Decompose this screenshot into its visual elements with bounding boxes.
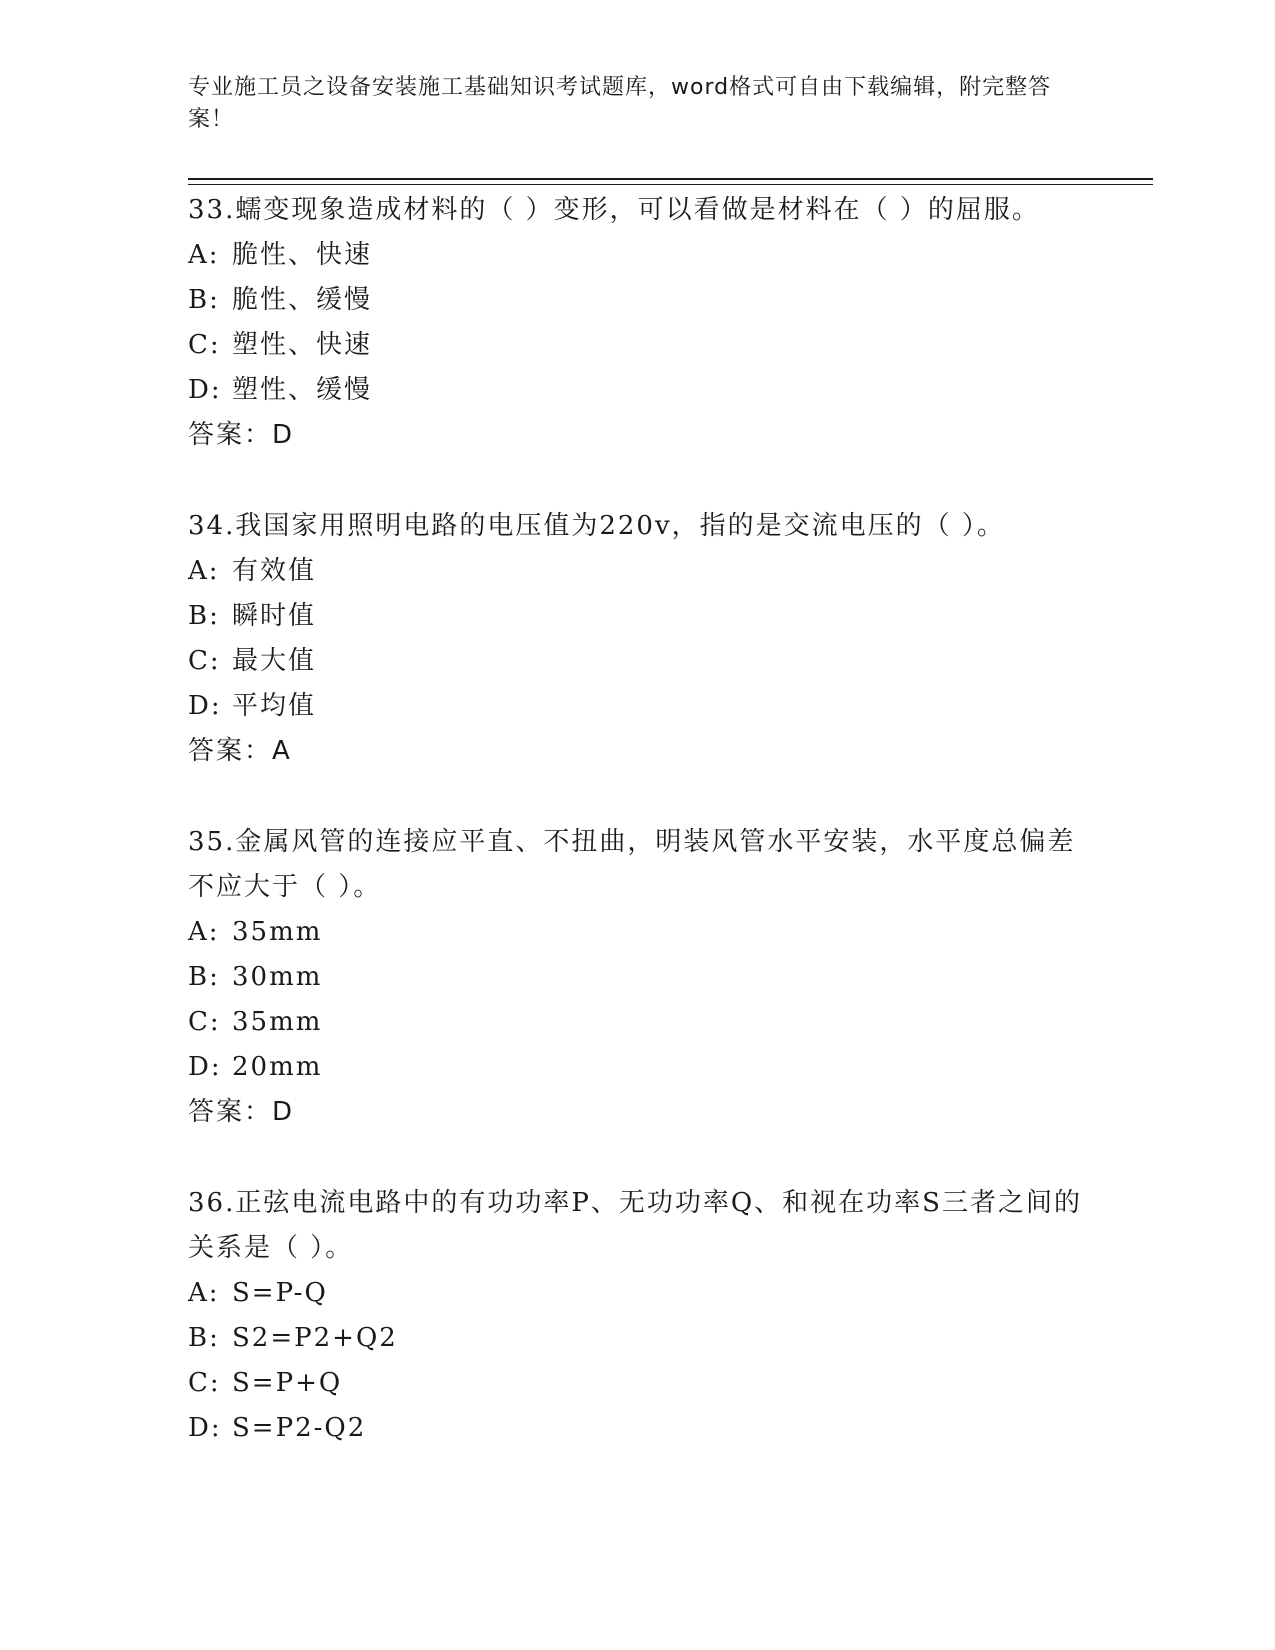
option-a: [188, 1271, 1088, 1316]
answer-value: A: [272, 736, 292, 766]
question-36: [188, 1181, 1088, 1451]
option-letter: D:: [188, 691, 222, 721]
option-text: S=P2-Q2: [232, 1413, 367, 1443]
option-text: 脆性、缓慢: [232, 285, 373, 315]
question-stem: 36.正弦电流电路中的有功功率P、无功功率Q、和视在功率S三者之间的关系是（ ）。: [188, 1188, 1082, 1263]
answer-label: 答案：: [188, 736, 273, 766]
option-text: 脆性、快速: [232, 240, 373, 270]
option-c: [188, 1000, 1088, 1045]
question-stem: 33.蠕变现象造成材料的（ ）变形，可以看做是材料在（ ）的屈服。: [188, 195, 1040, 225]
option-letter: C:: [188, 330, 221, 360]
option-c: [188, 1361, 1088, 1406]
header-rule-thick: [188, 178, 1153, 180]
option-a: [188, 233, 1088, 278]
question-stem: 34.我国家用照明电路的电压值为220v，指的是交流电压的（ ）。: [188, 511, 1005, 541]
option-text: 有效值: [232, 556, 317, 586]
option-text: 35mm: [232, 1007, 323, 1037]
option-c: [188, 639, 1088, 684]
option-c: [188, 323, 1088, 368]
option-text: 30mm: [232, 962, 323, 992]
option-letter: A:: [188, 240, 220, 270]
option-letter: A:: [188, 556, 220, 586]
option-text: 瞬时值: [232, 601, 317, 631]
answer-line: [188, 729, 1088, 774]
answer-value: D: [272, 1097, 295, 1127]
option-letter: D:: [188, 375, 222, 405]
option-b: [188, 1316, 1088, 1361]
question-33: [188, 188, 1088, 458]
option-b: [188, 278, 1088, 323]
option-text: 35mm: [232, 917, 323, 947]
option-a: [188, 910, 1088, 955]
option-b: [188, 955, 1088, 1000]
option-letter: D:: [188, 1052, 222, 1082]
answer-line: [188, 1090, 1088, 1135]
option-text: 塑性、快速: [232, 330, 373, 360]
option-text: 平均值: [232, 691, 317, 721]
option-letter: A:: [188, 1278, 220, 1308]
option-d: [188, 368, 1088, 413]
option-letter: B:: [188, 1323, 220, 1353]
option-letter: C:: [188, 646, 221, 676]
answer-label: 答案：: [188, 420, 273, 450]
option-letter: B:: [188, 962, 220, 992]
option-letter: B:: [188, 285, 220, 315]
option-a: [188, 549, 1088, 594]
answer-line: [188, 413, 1088, 458]
option-letter: C:: [188, 1368, 221, 1398]
question-stem: 35.金属风管的连接应平直、不扭曲，明装风管水平安装，水平度总偏差不应大于（ ）。: [188, 827, 1076, 902]
option-d: [188, 1045, 1088, 1090]
option-b: [188, 594, 1088, 639]
option-d: [188, 684, 1088, 729]
option-text: 塑性、缓慢: [232, 375, 373, 405]
option-text: 20mm: [232, 1052, 323, 1082]
option-letter: B:: [188, 601, 220, 631]
option-text: S=P+Q: [232, 1368, 343, 1398]
document-header: 专业施工员之设备安装施工基础知识考试题库，word格式可自由下载编辑，附完整答案！: [188, 75, 1052, 132]
option-letter: A:: [188, 917, 220, 947]
option-letter: D:: [188, 1413, 222, 1443]
option-text: 最大值: [232, 646, 317, 676]
question-35: [188, 820, 1088, 1135]
answer-value: D: [272, 420, 295, 450]
header-rule-thin: [188, 184, 1153, 185]
answer-label: 答案：: [188, 1097, 273, 1127]
option-d: [188, 1406, 1088, 1451]
option-text: S=P-Q: [232, 1278, 328, 1308]
option-letter: C:: [188, 1007, 221, 1037]
option-text: S2=P2+Q2: [232, 1323, 398, 1353]
question-list: [188, 188, 1088, 1497]
question-34: [188, 504, 1088, 774]
